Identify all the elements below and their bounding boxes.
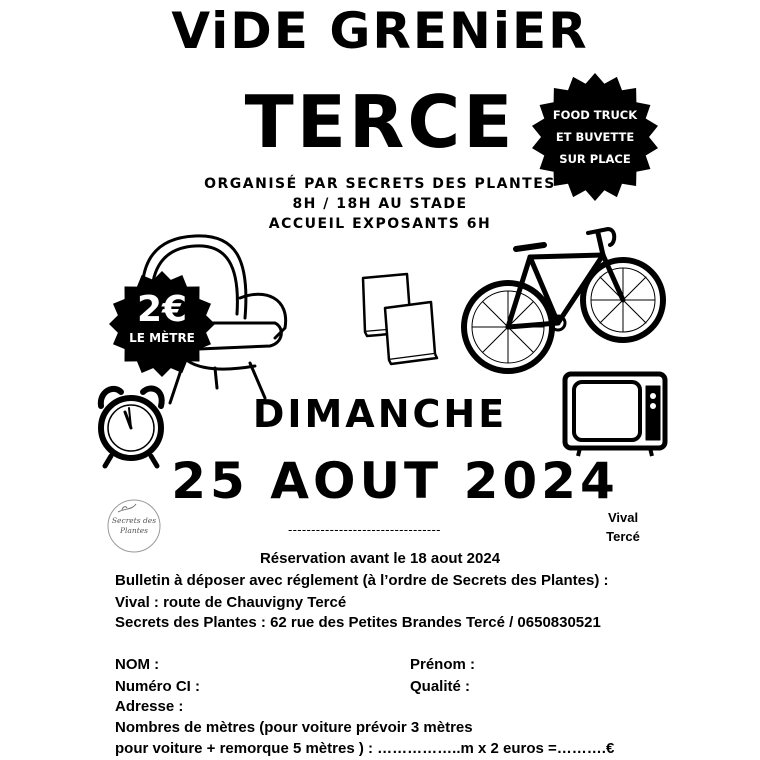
form-metres-line1: Nombres de mètres (pour voiture prévoir 3 mètres: [115, 719, 473, 736]
logo-text1: Secrets des: [111, 516, 157, 525]
event-day: DIMANCHE: [252, 392, 508, 436]
logo-text2: Plantes: [119, 526, 149, 535]
organizer-line2: 8H / 18H AU STADE: [292, 196, 468, 212]
vival-line2: Tercé: [606, 529, 640, 544]
reservation-vival-address: Vival : route de Chauvigny Tercé: [115, 594, 347, 611]
price-badge: [108, 270, 216, 378]
event-date: 25 AOUT 2024: [171, 452, 619, 510]
price-value: 2€: [136, 289, 188, 330]
vival-label: [596, 508, 650, 546]
price-unit: LE MÈTRE: [129, 331, 195, 345]
divider: ---------------------------------: [288, 522, 441, 537]
vival-line1: Vival: [607, 510, 639, 525]
secrets-des-plantes-logo: [106, 498, 162, 554]
form-metres-line2: pour voiture + remorque 5 mètres ) : ……………..m x 2 euros =……….€: [115, 740, 615, 757]
form-prenom-label: Prénom :: [410, 656, 476, 673]
food-badge-line1: FOOD TRUCK: [552, 108, 638, 122]
reservation-secrets-address: Secrets des Plantes : 62 rue des Petites Brandes Tercé / 0650830521: [115, 614, 601, 631]
organizer-line1: ORGANISÉ PAR SECRETS DES PLANTES: [204, 176, 556, 192]
bicycle-icon: [458, 215, 668, 385]
title-line2: TERCE: [244, 80, 516, 164]
reservation-bulletin: Bulletin à déposer avec réglement (à l’ordre de Secrets des Plantes) :: [115, 572, 609, 589]
food-badge-line3: SUR PLACE: [559, 152, 631, 166]
books-icon: [355, 268, 445, 368]
form-nom-label: NOM :: [115, 656, 160, 673]
form-adresse-label: Adresse :: [115, 698, 184, 715]
reservation-deadline: Réservation avant le 18 aout 2024: [259, 550, 501, 567]
form-qualite-label: Qualité :: [410, 678, 471, 695]
food-badge-line2: ET BUVETTE: [555, 130, 635, 144]
title-line1: ViDE GRENiER: [171, 2, 589, 60]
organizer-line3: ACCUEIL EXPOSANTS 6H: [268, 216, 492, 232]
form-numero-label: Numéro CI :: [115, 678, 201, 695]
